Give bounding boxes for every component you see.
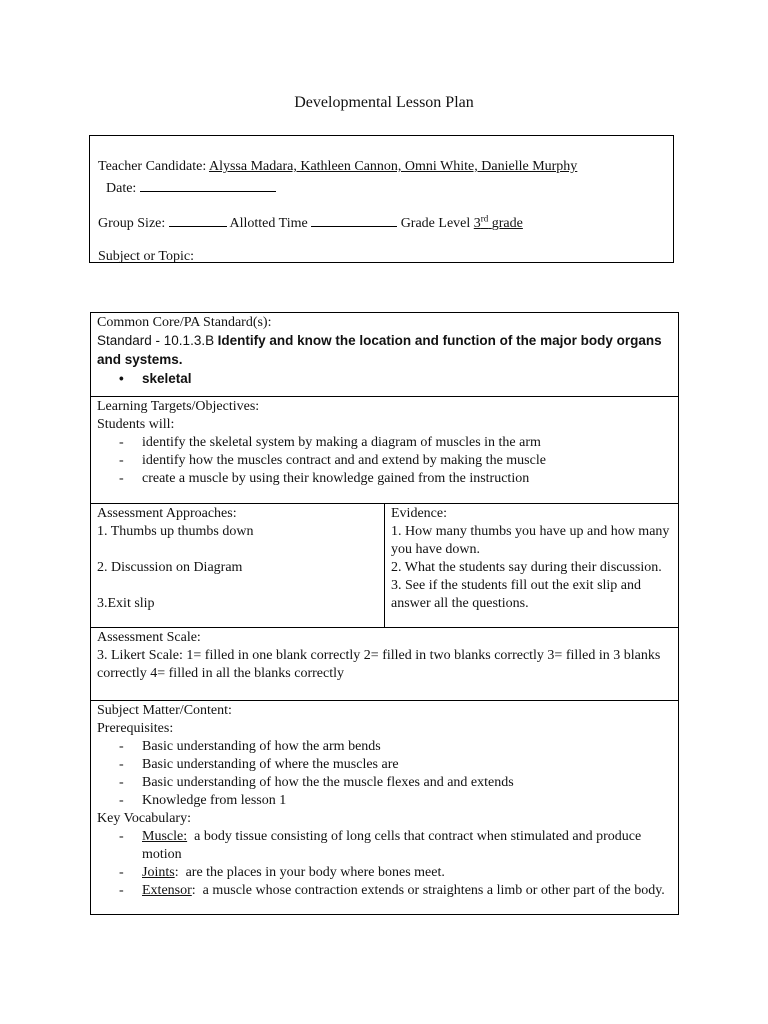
- grade-number: 3: [473, 216, 481, 231]
- prereq-heading: Prerequisites:: [97, 721, 174, 736]
- assessment-approaches-cell: [91, 504, 385, 628]
- teacher-names: Alyssa Madara, Kathleen Cannon, Omni White, Danielle Murphy: [208, 159, 578, 174]
- scale-cell: [91, 628, 679, 701]
- vocab-term: Joints: [142, 865, 175, 880]
- header-info-box: [89, 135, 674, 263]
- standard-description: Identify and know the location and function of the major body organs and systems.: [97, 333, 662, 367]
- prereq-item: - Basic understanding of where the muscles are: [97, 756, 672, 774]
- standard-bullet-skeletal: • skeletal: [97, 370, 672, 388]
- vocab-item: [97, 864, 672, 882]
- grade-word: grade: [491, 216, 523, 231]
- lesson-plan-table: [90, 312, 679, 915]
- assessment-row: [91, 504, 679, 628]
- approaches-heading: Assessment Approaches:: [97, 506, 237, 521]
- evidence-heading: Evidence:: [391, 506, 447, 521]
- objective-item: - create a muscle by using their knowledge gained from the instruction: [97, 470, 672, 488]
- vocab-item: [97, 882, 672, 900]
- allotted-time-label: Allotted Time: [229, 216, 308, 231]
- evidence-item: 2. What the students say during their discussion.: [391, 560, 662, 575]
- objective-item: - identify the skeletal system by making a diagram of muscles in the arm: [97, 434, 672, 452]
- date-label: Date:: [106, 181, 137, 196]
- prereq-item: - Knowledge from lesson 1: [97, 792, 672, 810]
- group-size-label: Group Size:: [98, 216, 166, 231]
- grade-suffix: rd: [480, 213, 489, 224]
- objectives-intro: Students will:: [97, 417, 175, 432]
- group-line: [98, 212, 523, 233]
- scale-heading: Assessment Scale:: [97, 630, 201, 645]
- standards-cell: [91, 313, 679, 397]
- grade-value: [473, 213, 523, 231]
- teacher-label: Teacher Candidate:: [98, 159, 207, 174]
- objectives-row: [91, 397, 679, 504]
- standards-heading: Common Core/PA Standard(s):: [97, 315, 272, 330]
- scale-text: 3. Likert Scale: 1= filled in one blank correctly 2= filled in two blanks correctly 3= filled in 3 blanks correctly 4= filled in all the blanks correctly: [97, 648, 661, 681]
- allotted-time-blank: [311, 212, 397, 227]
- group-size-blank: [169, 212, 227, 227]
- grade-level-label: Grade Level: [400, 216, 471, 231]
- vocab-term: Muscle:: [142, 829, 188, 844]
- scale-row: [91, 628, 679, 701]
- vocab-definition: : are the places in your body where bones meet.: [174, 865, 445, 880]
- vocab-definition: : a muscle whose contraction extends or straightens a limb or other part of the body.: [191, 883, 665, 898]
- approach-item: 3.Exit slip: [97, 596, 155, 611]
- subject-matter-cell: [91, 701, 679, 915]
- subject-matter-row: [91, 701, 679, 915]
- standards-row: [91, 313, 679, 397]
- page-title: Developmental Lesson Plan: [294, 94, 474, 111]
- evidence-item: 3. See if the students fill out the exit slip and answer all the questions.: [391, 578, 642, 611]
- vocab-term: Extensor: [142, 883, 192, 898]
- prereq-item: - Basic understanding of how the arm bends: [97, 738, 672, 756]
- date-blank: [140, 177, 276, 192]
- standard-code: Standard - 10.1.3.B: [97, 333, 215, 348]
- subject-line: [98, 248, 194, 263]
- approach-item: 1. Thumbs up thumbs down: [97, 524, 254, 539]
- subject-label: Subject or Topic:: [98, 249, 194, 263]
- standards-text: [97, 332, 672, 370]
- vocab-item: [97, 828, 672, 864]
- prereq-item: - Basic understanding of how the the muscle flexes and and extends: [97, 774, 672, 792]
- objectives-cell: [91, 397, 679, 504]
- evidence-item: 1. How many thumbs you have up and how many you have down.: [391, 524, 670, 557]
- objectives-heading: Learning Targets/Objectives:: [97, 399, 260, 414]
- objective-item: - identify how the muscles contract and and extend by making the muscle: [97, 452, 672, 470]
- approach-item: 2. Discussion on Diagram: [97, 560, 243, 575]
- vocab-heading: Key Vocabulary:: [97, 811, 191, 826]
- evidence-cell: [385, 504, 679, 628]
- subject-matter-heading: Subject Matter/Content:: [97, 703, 232, 718]
- teacher-line: [98, 158, 577, 176]
- vocab-definition: a body tissue consisting of long cells that contract when stimulated and produce motion: [142, 829, 645, 862]
- date-line: [106, 177, 276, 198]
